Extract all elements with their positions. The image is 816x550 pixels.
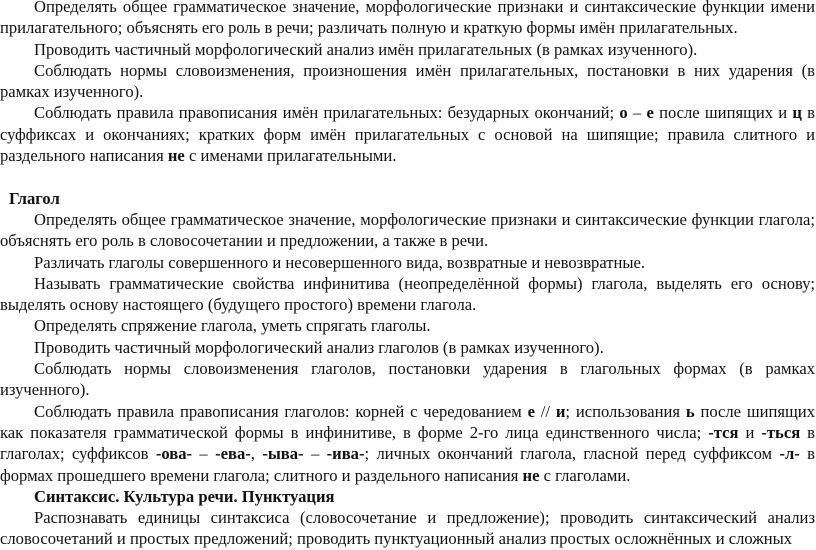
text-run: в суффиксах и окончаниях; кратких форм имён прилагательных с основой на шипящие; правила слитного и раздельного написания xyxy=(0,103,816,166)
bold-run: -ива- xyxy=(326,444,365,464)
blank-line xyxy=(0,166,815,187)
text-run: в формах прошедшего времени глагола; слитного и раздельного написания xyxy=(0,444,816,485)
text-run: – xyxy=(303,444,327,464)
text-run: Соблюдать правила правописания имён прилагательных: безударных окончаний; xyxy=(34,103,620,123)
bold-run: не xyxy=(167,146,185,166)
text-run: в глаголах; суффиксов xyxy=(0,422,815,464)
text-run: после шипящих как показателя грамматической формы в инфинитиве, в форме 2-го лица единственного числа; xyxy=(0,401,815,442)
text-run: с именами прилагательными. xyxy=(184,146,397,166)
text-run: // xyxy=(534,401,556,421)
section-heading-syntax: Синтаксис. Культура речи. Пунктуация xyxy=(34,486,335,506)
bold-run: о xyxy=(619,103,628,123)
bold-run: и xyxy=(555,401,566,421)
adj-paragraph-2: Проводить частичный морфологический анализ имён прилагательных (в рамках изученного). xyxy=(34,39,698,59)
bold-run: -ыва- xyxy=(262,444,304,464)
bold-run: е xyxy=(527,401,535,421)
verb-paragraph-3: Называть грамматические свойства инфинитива (неопределённой формы) глагола, выделять его основу; выделять основу настоящего (будущего простого) времени глагола. xyxy=(0,273,815,315)
text-run: – xyxy=(627,103,647,123)
bold-run: ц xyxy=(792,103,802,123)
verb-paragraph-2: Различать глаголы совершенного и несовершенного вида, возвратные и невозвратные. xyxy=(34,252,646,272)
text-run: после шипящих и xyxy=(653,103,793,123)
verb-paragraph-5: Проводить частичный морфологический анализ глаголов (в рамках изученного). xyxy=(34,337,604,357)
bold-run: -ова- xyxy=(155,444,193,464)
bold-run: -ться xyxy=(761,422,801,442)
bold-run: е xyxy=(646,103,654,123)
text-run: ; личных окончаний глагола, гласной перед суффиксом xyxy=(364,444,780,464)
verb-paragraph-6: Соблюдать нормы словоизменения глаголов, постановки ударения в глагольных формах (в рамках изученного). xyxy=(0,359,815,400)
syntax-paragraph-1: Распознавать единицы синтаксиса (словосочетание и предложение); проводить синтаксический анализ словосочетаний и простых предложений; проводить пунктуационный анализ простых осложнённых и сложных xyxy=(0,508,815,549)
text-run: – xyxy=(192,444,216,464)
verb-paragraph-4: Определять спряжение глагола, уметь спрягать глаголы. xyxy=(34,316,431,336)
text-run: Соблюдать правила правописания глаголов: корней с чередованием xyxy=(34,401,528,421)
text-run: с глаголами. xyxy=(539,465,631,485)
adj-paragraph-1: Определять общее грамматическое значение, морфологические признаки и синтаксические функции имени прилагательного; объяснять его роль в речи; различать полную и краткую формы имён прилагательных. xyxy=(0,0,815,38)
bold-run: не xyxy=(522,465,540,485)
bold-run: -ева- xyxy=(215,444,251,464)
text-run: , xyxy=(250,444,263,464)
bold-run: -л- xyxy=(779,444,800,464)
verb-paragraph-7 xyxy=(0,401,815,486)
adj-paragraph-3: Соблюдать нормы словоизменения, произношения имён прилагательных, постановки в них ударения (в рамках изученного). xyxy=(0,60,815,102)
bold-run: ь xyxy=(685,401,695,421)
text-run: и xyxy=(738,422,762,442)
text-run: ; использования xyxy=(565,401,686,421)
adj-paragraph-4 xyxy=(0,102,815,166)
bold-run: -тся xyxy=(708,422,739,442)
verb-paragraph-1: Определять общее грамматическое значение, морфологические признаки и синтаксические функции глагола; объяснять его роль в словосочетании и предложении, а также в речи. xyxy=(0,209,815,251)
section-heading-verb: Глагол xyxy=(9,188,60,208)
